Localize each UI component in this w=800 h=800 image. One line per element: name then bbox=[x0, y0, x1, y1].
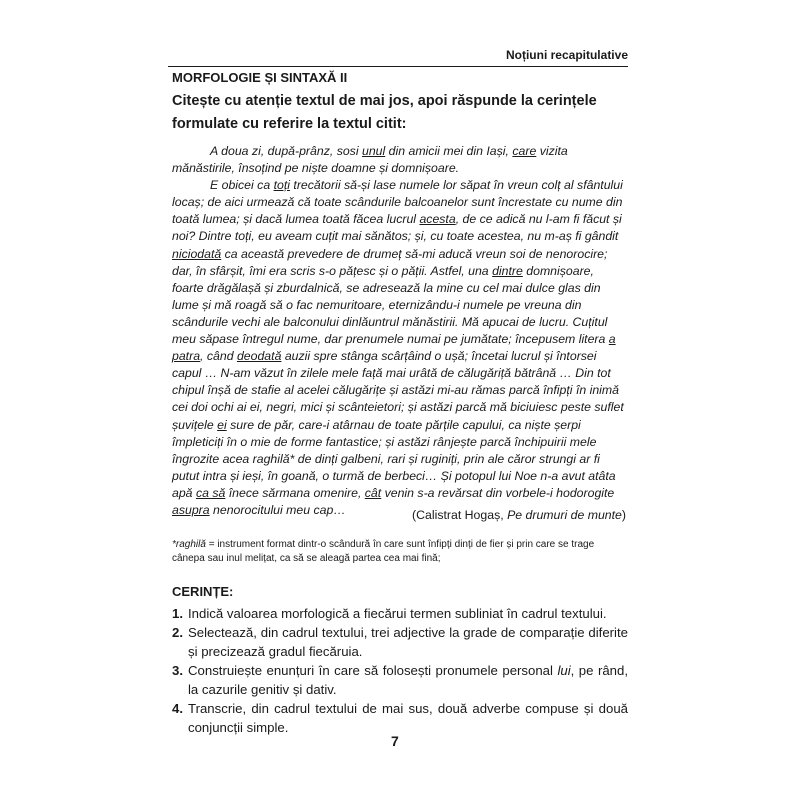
source-work: Pe drumuri de munte bbox=[507, 508, 622, 522]
header-divider bbox=[168, 66, 628, 67]
requirement-item bbox=[172, 699, 628, 737]
requirement-number: 4. bbox=[172, 701, 183, 716]
page-number: 7 bbox=[391, 733, 399, 749]
text-run: trecătorii să-și lase numele lor săpat în vreun colț al sfântului locaș; de aici urmează că toate scândurile balcoanelor sunt încrestate cu nume din toată lumea; și dacă lumea toată făcea lucrul bbox=[172, 178, 623, 227]
underlined-term: unul bbox=[361, 144, 386, 158]
italic-term: lui bbox=[557, 663, 571, 678]
footnote bbox=[172, 538, 628, 566]
underlined-term: niciodată bbox=[172, 246, 222, 261]
text-run: domnișoare, foarte drăgălașă și zburdalnică, se adresează la mine cu cel mai dulce glas din lume și mă roagă să o fac nemuritoare, eternizându-i numele pe vreuna din scândurile vechi ale balconului dinlăuntrul mănăstirii. Mă apucai de lucru. Cuțitul meu săpase întregul nume, dar prenumele numai pe jumătate; începusem litera bbox=[172, 263, 609, 347]
text-run: sure de păr, care-i atârnau de toate părțile capului, ca niște șerpi împleticiți în o mie de forme fantastice; și astăzi rânjește parcă închipuirii mele îngrozite acea raghilă* de dinți galbeni, rari și ruginiți, prin ale căror strungi ar fi putut intra și ieși, în goană, o turmă de berbeci… Și potopul lui Noe n-a avut atâta apă bbox=[172, 417, 616, 500]
instruction-text: Citește cu atenție textul de mai jos, apoi răspunde la cerințele formulate cu referire la textul citit: bbox=[172, 93, 597, 132]
text-run: E obicei ca bbox=[210, 178, 274, 193]
requirement-text bbox=[188, 623, 628, 661]
requirement-item bbox=[172, 604, 628, 623]
requirement-number: 1. bbox=[172, 606, 183, 621]
requirement-text bbox=[188, 699, 628, 737]
text-run: Construiește enunțuri în care să folosești pronumele personal bbox=[188, 663, 558, 678]
underlined-term: asupra bbox=[172, 502, 210, 517]
requirements-title: CERINȚE: bbox=[172, 584, 234, 599]
text-run: Selectează, din cadrul textului, trei adjective la grade de comparație diferite și precizează gradul fiecăruia. bbox=[188, 625, 628, 659]
underlined-term: toți bbox=[273, 178, 290, 193]
underlined-term: dintre bbox=[492, 263, 523, 278]
text-run: ca această prevedere de drumeț să-mi aducă vreun soi de nenorocire; dar, în sfârșit, îmi era scris s-o pățesc și o pății. Astfel, una bbox=[172, 246, 608, 278]
literary-passage bbox=[172, 143, 628, 519]
text-run: , când bbox=[200, 349, 237, 364]
section-title: MORFOLOGIE ȘI SINTAXĂ II bbox=[172, 70, 348, 85]
footnote-definition: = instrument format dintr-o scândură în care sunt înfipți dinți de fier și prin care se trage cânepa sau inul melițat, ca să se aleagă partea cea mai fină; bbox=[172, 539, 595, 564]
underlined-term: cât bbox=[364, 485, 382, 500]
source-author: Calistrat Hogaș, bbox=[416, 508, 508, 522]
underlined-term: ei bbox=[217, 417, 227, 432]
passage-paragraph-2 bbox=[172, 177, 628, 519]
text-run: înece sărmana omenire, bbox=[225, 485, 365, 500]
source-citation: (Calistrat Hogaș, Pe drumuri de munte) bbox=[412, 508, 626, 522]
requirement-text bbox=[188, 604, 628, 623]
requirement-item bbox=[172, 661, 628, 699]
text-run: Indică valoarea morfologică a fiecărui termen subliniat în cadrul textului. bbox=[188, 606, 607, 621]
text-run: , pe rând, la cazurile genitiv și dativ. bbox=[188, 663, 629, 697]
running-header: Noțiuni recapitulative bbox=[505, 48, 628, 62]
text-run: Transcrie, din cadrul textului de mai sus, două adverbe compuse și două conjuncții simple. bbox=[188, 701, 628, 735]
text-run: din amicii mei din Iași, bbox=[385, 144, 513, 158]
requirements-list bbox=[172, 604, 628, 737]
requirement-item bbox=[172, 623, 628, 661]
text-run: A doua zi, după-prânz, sosi bbox=[210, 144, 362, 158]
text-run: , de ce adică nu l-am fi făcut și noi? Dintre toți, eu aveam cuțit mai sănătos; și, cu toate acestea, nu m-aș fi gândit bbox=[172, 212, 622, 244]
underlined-term: deodată bbox=[236, 349, 282, 364]
requirement-text bbox=[188, 661, 628, 699]
text-run: vizita mănăstirile, însoțind pe niște doamne și domnișoare. bbox=[172, 144, 568, 176]
text-run: venin s-a revărsat din vorbele-i hodorogite bbox=[381, 485, 615, 500]
passage-paragraph-1 bbox=[172, 143, 628, 177]
requirement-number: 2. bbox=[172, 625, 183, 640]
text-run: nenorocitului meu cap… bbox=[209, 502, 346, 517]
footnote-term: *raghilă bbox=[172, 539, 206, 550]
underlined-term: ca să bbox=[195, 485, 226, 500]
requirement-number: 3. bbox=[172, 663, 183, 678]
underlined-term: acesta bbox=[419, 212, 456, 227]
underlined-term: a patra bbox=[172, 332, 616, 364]
underlined-term: care bbox=[512, 144, 537, 158]
text-run: auzii spre stânga scârțâind o ușă; încetai lucrul și întorsei capul … N-am văzut în zilele mele față mai urâtă de călugăriță bătrână … Din tot chipul înșă de stafie al acelei călugărițe și astăzi mi-au rămas parcă înfipți în inimă cei doi ochi ai ei, negri, mici și scânteietori; și astăzi parcă mă biciuiesc peste suflet șuvițele bbox=[172, 349, 624, 432]
